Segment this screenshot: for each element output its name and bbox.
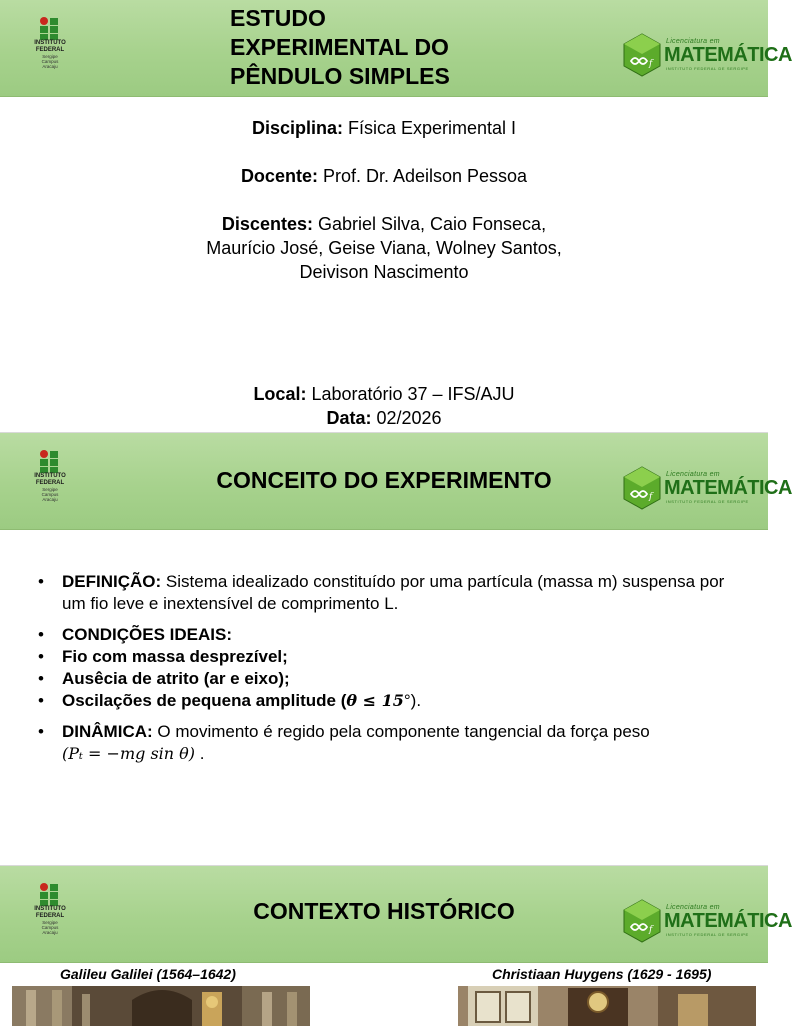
caption-huygens: Christiaan Huygens (1629 - 1695) [492,966,712,982]
condicoes-label: CONDIÇÕES IDEAIS: [62,625,233,644]
ifs-logo-subtext [22,487,78,502]
svg-text:f: f [649,492,653,502]
matematica-logo-tiny: INSTITUTO FEDERAL DE SERGIPE [666,66,749,71]
slide-title [0,0,792,432]
title-line-2: EXPERIMENTAL DO [230,34,449,60]
discentes-line-3: Deivison Nascimento [299,262,469,282]
data-value: 02/2026 [371,408,442,428]
slide-history [0,866,792,1024]
discentes-line-2: Maurício José, Geise Viana, Wolney Santos, [206,238,562,258]
ifs-state: Sergipe [42,54,58,59]
matematica-logo-text: MATEMÁTICA [664,44,792,66]
discentes-line-1: Gabriel Silva, Caio Fonseca, [312,214,547,234]
disciplina-label: Disciplina: [251,118,343,138]
ifs-campus-2: Aracaju [42,930,58,935]
docente-value: Prof. Dr. Adeilson Pessoa [317,166,528,186]
bullet-dinamica [38,721,738,765]
ifs-logo-subtext [22,920,78,935]
ifs-logo-text [22,906,78,919]
discentes-label: Discentes: [221,214,313,234]
ifs-state: Sergipe [42,487,58,492]
docente-label: Docente: [240,166,318,186]
condicao-3-text: Oscilações de pequena amplitude ( [62,691,347,710]
bullet-condicao-1 [38,646,738,668]
discentes-block [84,212,684,284]
slide-title-text: CONTEXTO HISTÓRICO [253,898,515,924]
ifs-logo-text [22,473,78,486]
condicao-3-end: °). [403,691,422,710]
disciplina-value: Física Experimental I [342,118,517,138]
matematica-logo-text: MATEMÁTICA [664,910,792,932]
dinamica-text: O movimento é regido pela componente tangencial da força peso [152,722,650,741]
condicao-1-text: Fio com massa desprezível; [62,647,288,666]
ifs-logo-subtext [22,54,78,69]
ifs-campus-1: Campus [41,925,59,930]
ifs-logo-text [22,40,78,53]
ifs-campus-2: Aracaju [42,497,58,502]
disciplina-line [84,116,684,140]
matematica-logo-tiny: INSTITUTO FEDERAL DE SERGIPE [666,499,749,504]
ifs-name-2: FEDERAL [35,479,65,486]
slide-title-text: CONCEITO DO EXPERIMENTO [216,467,552,493]
local-value: Laboratório 37 – IFS/AJU [306,384,515,404]
slide-header-banner [0,433,792,530]
ifs-campus-1: Campus [41,59,59,64]
data-line [84,406,684,430]
matematica-logo-tiny: INSTITUTO FEDERAL DE SERGIPE [666,932,749,937]
matematica-logo-small: Licenciatura em [666,471,720,478]
title-line-1: ESTUDO [230,5,326,31]
concept-bullet-list [38,571,738,765]
bullet-condicao-3 [38,690,738,712]
bullet-definicao [38,571,738,615]
definicao-label: DEFINIÇÃO: [62,572,162,591]
local-label: Local: [253,384,307,404]
matematica-logo-small: Licenciatura em [666,38,720,45]
matematica-logo-small: Licenciatura em [666,904,720,911]
local-line [84,382,684,406]
matematica-logo-text: MATEMÁTICA [664,477,792,499]
ifs-campus-2: Aracaju [42,64,58,69]
data-label: Data: [326,408,372,428]
slide-header-banner [0,866,792,963]
condicao-3-math: θ ≤ 15 [346,691,404,710]
caption-galileu: Galileu Galilei (1564–1642) [60,966,236,982]
ifs-campus-1: Campus [41,492,59,497]
ifs-name-1: INSTITUTO [34,473,66,479]
dinamica-end: . [195,744,205,763]
dinamica-label: DINÂMICA: [62,722,153,741]
condicao-2-text: Ausêcia de atrito (ar e eixo); [62,669,290,688]
bullet-condicao-2 [38,668,738,690]
definicao-text: Sistema idealizado constituído por uma partícula (massa m) suspensa por um fio leve e inextensível de comprimento L. [62,572,725,613]
slide-concept [0,433,792,865]
slide-header-banner [0,0,792,97]
ifs-name-1: INSTITUTO [34,40,66,46]
galileu-painting-image [12,986,310,1026]
docente-line [84,164,684,188]
title-line-3: PÊNDULO SIMPLES [230,63,450,89]
svg-text:f: f [649,59,653,69]
huygens-painting-image [458,986,756,1026]
ifs-name-2: FEDERAL [35,912,65,919]
bullet-condicoes [38,624,738,646]
dinamica-math: (Pₜ = −mg sin θ) [62,744,196,763]
ifs-state: Sergipe [42,920,58,925]
slide-title-text [230,4,610,91]
ifs-name-2: FEDERAL [35,46,65,53]
ifs-name-1: INSTITUTO [34,906,66,912]
svg-text:f: f [649,925,653,935]
